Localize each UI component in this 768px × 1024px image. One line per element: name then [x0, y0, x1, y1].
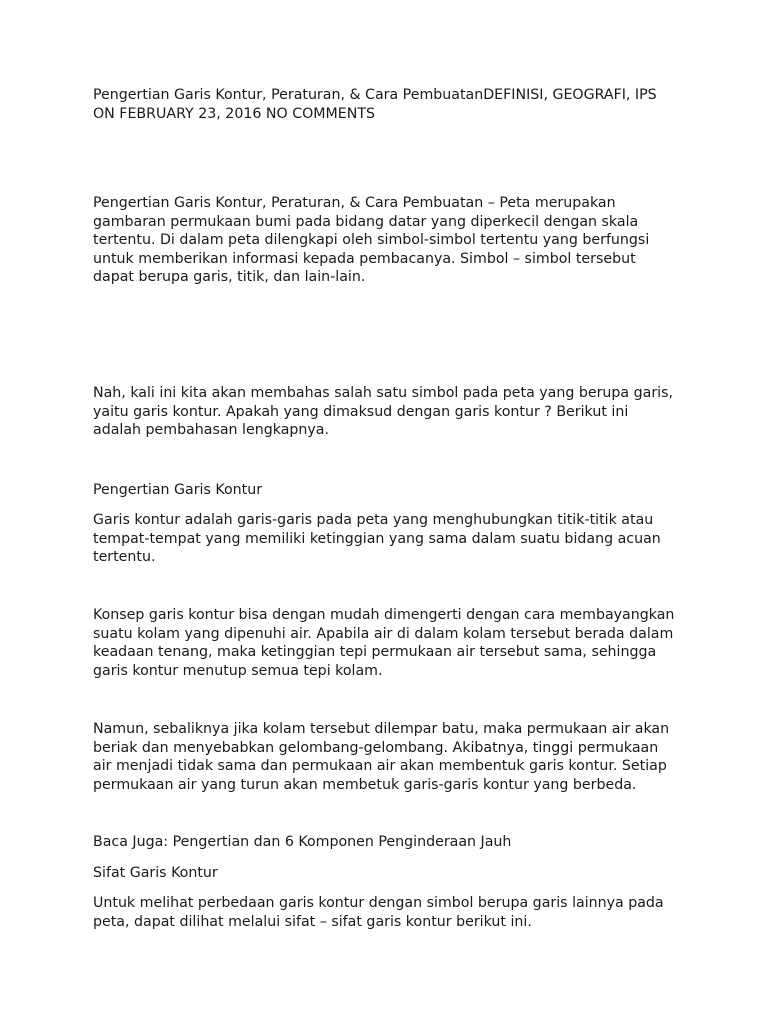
- related-article-link[interactable]: [93, 833, 693, 852]
- paragraph-line: Pengertian Garis Kontur, Peraturan, & Cara Pembuatan – Peta merupakan: [93, 195, 616, 211]
- paragraph-line: keadaan tenang, maka ketinggian tepi permukaan air tersebut sama, sehingga: [93, 644, 657, 660]
- paragraph-line: permukaan air yang turun akan membetuk garis-garis kontur yang berbeda.: [93, 776, 637, 793]
- properties-intro-paragraph: [93, 894, 693, 931]
- related-article-text: Baca Juga: Pengertian dan 6 Komponen Penginderaan Jauh: [93, 834, 512, 850]
- section-title: [93, 481, 693, 500]
- paragraph-line: Garis kontur adalah garis-garis pada peta yang menghubungkan titik-titik atau: [93, 512, 654, 528]
- paragraph-line: suatu kolam yang dipenuhi air. Apabila air di dalam kolam tersebut berada dalam: [93, 625, 674, 642]
- heading-line: ON FEBRUARY 23, 2016 NO COMMENTS: [93, 105, 376, 122]
- paragraph-line: yaitu garis kontur. Apakah yang dimaksud dengan garis kontur ? Berikut ini: [93, 403, 629, 420]
- section-title: [93, 864, 693, 883]
- section-title-text: Pengertian Garis Kontur: [93, 482, 263, 498]
- paragraph-line: air menjadi tidak sama dan permukaan air akan membentuk garis kontur. Setiap: [93, 758, 667, 774]
- paragraph-line: Konsep garis kontur bisa dengan mudah dimengerti dengan cara membayangkan: [93, 607, 675, 623]
- paragraph-line: Namun, sebaliknya jika kolam tersebut dilempar batu, maka permukaan air akan: [93, 721, 670, 737]
- paragraph-line: beriak dan menyebabkan gelombang-gelombang. Akibatnya, tinggi permukaan: [93, 739, 659, 756]
- definition-paragraph: [93, 511, 693, 567]
- paragraph-line: tempat-tempat yang memiliki ketinggian yang sama dalam suatu bidang acuan: [93, 530, 661, 547]
- paragraph-line: peta, dapat dilihat melalui sifat – sifat garis kontur berikut ini.: [93, 913, 532, 930]
- article-heading: [93, 86, 693, 123]
- paragraph-line: Untuk melihat perbedaan garis kontur dengan simbol berupa garis lainnya pada: [93, 895, 664, 911]
- paragraph-line: tertentu.: [93, 549, 156, 565]
- heading-line: Pengertian Garis Kontur, Peraturan, & Cara PembuatanDEFINISI, GEOGRAFI, IPS: [93, 87, 657, 103]
- paragraph-line: tertentu. Di dalam peta dilengkapi oleh simbol-simbol tertentu yang berfungsi: [93, 232, 650, 248]
- intro-paragraph: [93, 194, 693, 287]
- paragraph-line: adalah pembahasan lengkapnya.: [93, 422, 329, 438]
- concept-paragraph: [93, 606, 693, 680]
- paragraph-line: Nah, kali ini kita akan membahas salah satu simbol pada peta yang berupa garis,: [93, 385, 674, 401]
- ripple-paragraph: [93, 720, 693, 794]
- paragraph-line: garis kontur menutup semua tepi kolam.: [93, 662, 383, 679]
- paragraph-line: dapat berupa garis, titik, dan lain-lain.: [93, 269, 366, 285]
- paragraph-line: untuk memberikan informasi kepada pembacanya. Simbol – simbol tersebut: [93, 250, 636, 267]
- section-title-text: Sifat Garis Kontur: [93, 865, 218, 881]
- paragraph-line: gambaran permukaan bumi pada bidang datar yang diperkecil dengan skala: [93, 213, 639, 230]
- topic-paragraph: [93, 384, 693, 440]
